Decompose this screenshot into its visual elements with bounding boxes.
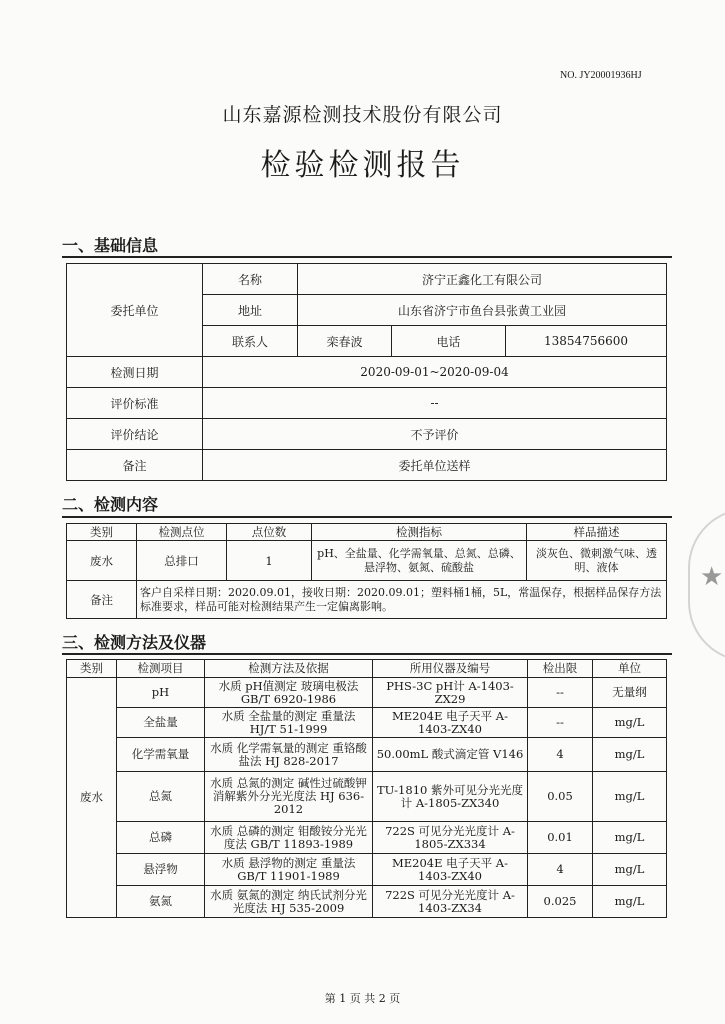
table-row-unit: mg/L bbox=[593, 772, 667, 822]
conclusion-label: 评价结论 bbox=[67, 419, 203, 450]
table-row-method: 水质 化学需氧量的测定 重铬酸盐法 HJ 828-2017 bbox=[205, 738, 373, 772]
table-row-instrument: ME204E 电子天平 A-1403-ZX40 bbox=[373, 708, 528, 738]
table-row-instrument: 50.00mL 酸式滴定管 V146 bbox=[373, 738, 528, 772]
table-row-unit: mg/L bbox=[593, 738, 667, 772]
basic-info-table bbox=[66, 263, 667, 481]
table-row-method: 水质 全盐量的测定 重量法 HJ/T 51-1999 bbox=[205, 708, 373, 738]
table-row-item: 化学需氧量 bbox=[117, 738, 205, 772]
header-category: 类别 bbox=[67, 660, 117, 678]
seal-star-icon: ★ bbox=[700, 562, 724, 592]
standard-value: -- bbox=[203, 388, 667, 419]
table-row-instrument: 722S 可见分光光度计 A-1403-ZX34 bbox=[373, 886, 528, 918]
table-row-unit: mg/L bbox=[593, 854, 667, 886]
header-point: 检测点位 bbox=[137, 524, 227, 541]
category-cell: 废水 bbox=[67, 678, 117, 918]
methods-table bbox=[66, 659, 667, 918]
table-row-limit: 0.05 bbox=[528, 772, 593, 822]
header-item: 检测项目 bbox=[117, 660, 205, 678]
remark-value: 客户自采样日期：2020.09.01，接收日期：2020.09.01；塑料桶1桶，5L，常温保存，根据样品保存方法标准要求，样品可能对检测结果产生一定偏离影响。 bbox=[137, 581, 667, 619]
header-unit: 单位 bbox=[593, 660, 667, 678]
report-number: NO. JY20001936HJ bbox=[560, 70, 642, 81]
remark-label: 备注 bbox=[67, 581, 137, 619]
table-row-item: 悬浮物 bbox=[117, 854, 205, 886]
test-content-table bbox=[66, 523, 667, 619]
table-row-unit: mg/L bbox=[593, 708, 667, 738]
table-row-method: 水质 总氮的测定 碱性过硫酸钾消解紫外分光光度法 HJ 636-2012 bbox=[205, 772, 373, 822]
table-row-limit: -- bbox=[528, 708, 593, 738]
report-title: 检验检测报告 bbox=[260, 148, 465, 183]
table-row-method: 水质 氨氮的测定 纳氏试剂分光光度法 HJ 535-2009 bbox=[205, 886, 373, 918]
table-row-unit: 无量纲 bbox=[593, 678, 667, 708]
remark-label: 备注 bbox=[67, 450, 203, 481]
table-row-method: 水质 pH值测定 玻璃电极法 GB/T 6920-1986 bbox=[205, 678, 373, 708]
row-indicators: pH、全盐量、化学需氧量、总氮、总磷、悬浮物、氨氮、硫酸盐 bbox=[312, 541, 527, 581]
client-label: 委托单位 bbox=[67, 264, 203, 357]
phone-label: 电话 bbox=[392, 326, 506, 357]
table-row-item: 总磷 bbox=[117, 822, 205, 854]
date-value: 2020-09-01~2020-09-04 bbox=[203, 357, 667, 388]
row-point-count: 1 bbox=[227, 541, 312, 581]
contact-value: 栾春波 bbox=[298, 326, 392, 357]
header-method: 检测方法及依据 bbox=[205, 660, 373, 678]
name-label: 名称 bbox=[203, 264, 298, 295]
table-row-method: 水质 总磷的测定 钼酸铵分光光度法 GB/T 11893-1989 bbox=[205, 822, 373, 854]
row-sample-desc: 淡灰色、微刺激气味、透明、液体 bbox=[527, 541, 667, 581]
table-row-item: 全盐量 bbox=[117, 708, 205, 738]
section-content-heading: 二、检测内容 bbox=[62, 495, 159, 514]
remark-value: 委托单位送样 bbox=[203, 450, 667, 481]
phone-value: 13854756600 bbox=[506, 326, 667, 357]
page-number: 第 1 页 共 2 页 bbox=[324, 992, 401, 1005]
table-row-instrument: ME204E 电子天平 A-1403-ZX40 bbox=[373, 854, 528, 886]
company-name: 山东嘉源检测技术股份有限公司 bbox=[222, 104, 503, 126]
row-point: 总排口 bbox=[137, 541, 227, 581]
table-row-instrument: TU-1810 紫外可见分光光度计 A-1805-ZX340 bbox=[373, 772, 528, 822]
section-methods-heading: 三、检测方法及仪器 bbox=[62, 633, 207, 652]
address-label: 地址 bbox=[203, 295, 298, 326]
table-row-limit: 0.01 bbox=[528, 822, 593, 854]
table-row-method: 水质 悬浮物的测定 重量法 GB/T 11901-1989 bbox=[205, 854, 373, 886]
date-label: 检测日期 bbox=[67, 357, 203, 388]
header-instrument: 所用仪器及编号 bbox=[373, 660, 528, 678]
name-value: 济宁正鑫化工有限公司 bbox=[298, 264, 667, 295]
row-category: 废水 bbox=[67, 541, 137, 581]
section-divider bbox=[62, 256, 672, 258]
table-row-unit: mg/L bbox=[593, 822, 667, 854]
header-sample-desc: 样品描述 bbox=[527, 524, 667, 541]
table-row-limit: 4 bbox=[528, 738, 593, 772]
standard-label: 评价标准 bbox=[67, 388, 203, 419]
table-row-unit: mg/L bbox=[593, 886, 667, 918]
contact-label: 联系人 bbox=[203, 326, 298, 357]
table-row-item: 总氮 bbox=[117, 772, 205, 822]
header-indicators: 检测指标 bbox=[312, 524, 527, 541]
table-row-limit: 0.025 bbox=[528, 886, 593, 918]
table-row-limit: -- bbox=[528, 678, 593, 708]
table-row-instrument: 722S 可见分光光度计 A-1805-ZX334 bbox=[373, 822, 528, 854]
header-limit: 检出限 bbox=[528, 660, 593, 678]
section-divider bbox=[62, 653, 672, 655]
table-row-item: 氨氮 bbox=[117, 886, 205, 918]
table-row-limit: 4 bbox=[528, 854, 593, 886]
header-category: 类别 bbox=[67, 524, 137, 541]
section-divider bbox=[62, 516, 672, 518]
address-value: 山东省济宁市鱼台县张黄工业园 bbox=[298, 295, 667, 326]
section-basic-info-heading: 一、基础信息 bbox=[62, 236, 159, 255]
table-row-item: pH bbox=[117, 678, 205, 708]
table-row-instrument: PHS-3C pH计 A-1403-ZX29 bbox=[373, 678, 528, 708]
conclusion-value: 不予评价 bbox=[203, 419, 667, 450]
header-point-count: 点位数 bbox=[227, 524, 312, 541]
